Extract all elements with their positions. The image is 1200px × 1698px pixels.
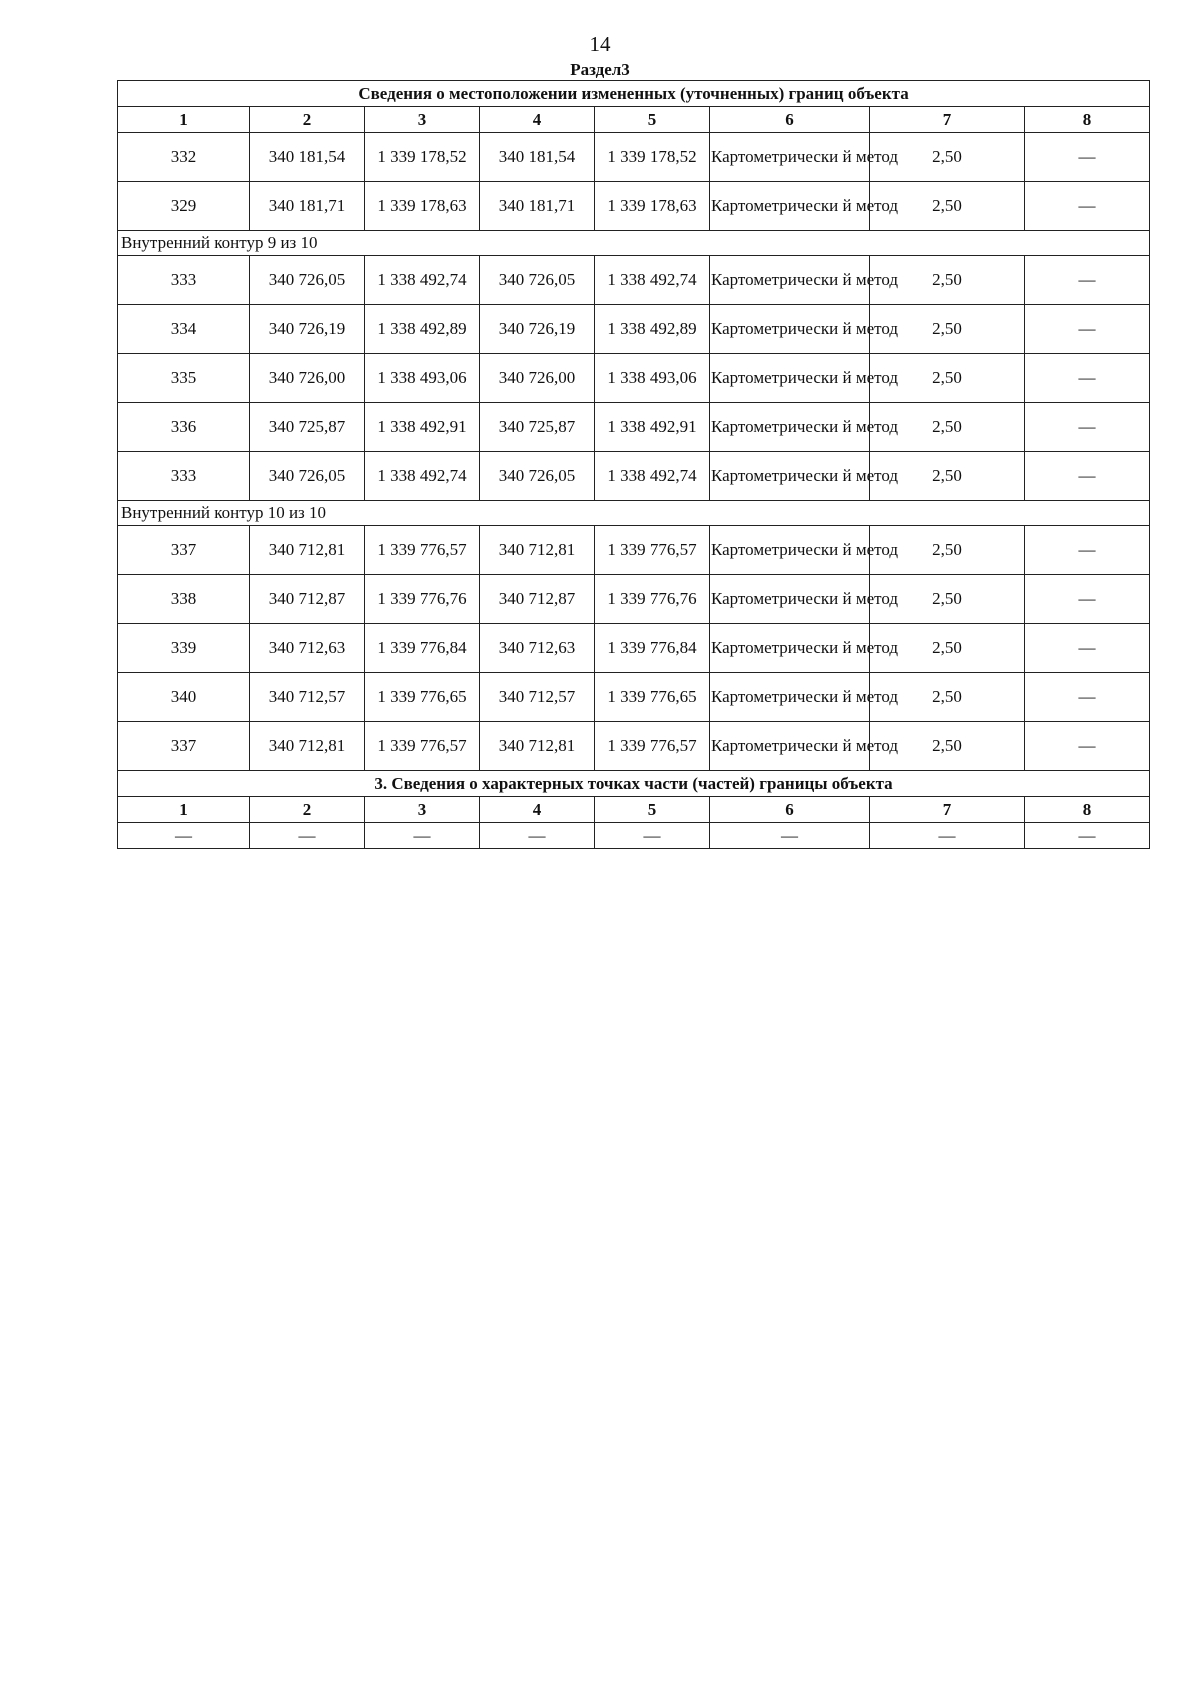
table-cell: 340 726,05 bbox=[250, 452, 365, 501]
table-cell: 340 726,05 bbox=[250, 256, 365, 305]
table-row bbox=[118, 673, 1150, 722]
table-cell: Картометрически й метод bbox=[710, 133, 870, 182]
table-cell: 340 181,71 bbox=[250, 182, 365, 231]
section-label: Раздел3 bbox=[570, 60, 630, 79]
table-cell: — bbox=[1025, 256, 1150, 305]
table-cell: — bbox=[118, 823, 250, 849]
table-cell: 1 339 178,63 bbox=[365, 182, 480, 231]
table-cell: 1 339 776,76 bbox=[595, 575, 710, 624]
table-cell: 1 338 492,74 bbox=[365, 452, 480, 501]
table-cell: — bbox=[1025, 575, 1150, 624]
table-cell: 340 726,05 bbox=[480, 256, 595, 305]
table-cell: — bbox=[710, 823, 870, 849]
table-cell: 1 339 776,57 bbox=[595, 722, 710, 771]
column-header: 7 bbox=[870, 107, 1025, 133]
table2-title-row bbox=[118, 771, 1150, 797]
table-row bbox=[118, 823, 1150, 849]
column-header: 8 bbox=[1025, 107, 1150, 133]
table-row bbox=[118, 722, 1150, 771]
table-cell: 340 bbox=[118, 673, 250, 722]
table-cell: 1 338 492,74 bbox=[365, 256, 480, 305]
header-row bbox=[118, 107, 1150, 133]
table-cell: 2,50 bbox=[870, 182, 1025, 231]
table-cell: 1 339 776,84 bbox=[595, 624, 710, 673]
table-cell: — bbox=[1025, 722, 1150, 771]
column-header: 5 bbox=[595, 107, 710, 133]
table-cell: Картометрически й метод bbox=[710, 624, 870, 673]
table-cell: 340 712,57 bbox=[480, 673, 595, 722]
table-cell: 340 712,81 bbox=[250, 526, 365, 575]
table-cell: 340 726,05 bbox=[480, 452, 595, 501]
table-cell: 1 339 776,65 bbox=[595, 673, 710, 722]
table-cell: 340 712,81 bbox=[480, 526, 595, 575]
table-cell: 340 712,81 bbox=[480, 722, 595, 771]
table-cell: 1 339 776,65 bbox=[365, 673, 480, 722]
table-cell: 1 339 776,57 bbox=[365, 526, 480, 575]
column-header: 1 bbox=[118, 107, 250, 133]
table-cell: 1 338 493,06 bbox=[595, 354, 710, 403]
table-cell: Картометрически й метод bbox=[710, 526, 870, 575]
table-cell: 1 339 178,52 bbox=[365, 133, 480, 182]
table-row bbox=[118, 354, 1150, 403]
table-cell: 340 725,87 bbox=[250, 403, 365, 452]
table-cell: — bbox=[1025, 354, 1150, 403]
table-cell: 337 bbox=[118, 722, 250, 771]
contour-label-row bbox=[118, 231, 1150, 256]
table-cell: 334 bbox=[118, 305, 250, 354]
table-cell: 1 338 492,89 bbox=[595, 305, 710, 354]
table-cell: 2,50 bbox=[870, 624, 1025, 673]
table-cell: 1 338 492,74 bbox=[595, 256, 710, 305]
table-cell: — bbox=[1025, 133, 1150, 182]
table-cell: — bbox=[1025, 526, 1150, 575]
table-cell: — bbox=[480, 823, 595, 849]
table-cell: 2,50 bbox=[870, 673, 1025, 722]
table-cell: — bbox=[1025, 305, 1150, 354]
table-cell: 340 712,63 bbox=[480, 624, 595, 673]
table-cell: 340 726,19 bbox=[250, 305, 365, 354]
column-header: 1 bbox=[118, 797, 250, 823]
table-cell: 337 bbox=[118, 526, 250, 575]
table-cell: 340 725,87 bbox=[480, 403, 595, 452]
table-cell: 2,50 bbox=[870, 526, 1025, 575]
table-cell: 1 338 493,06 bbox=[365, 354, 480, 403]
table-cell: Картометрически й метод bbox=[710, 182, 870, 231]
table-cell: 1 339 178,63 bbox=[595, 182, 710, 231]
table-row bbox=[118, 526, 1150, 575]
table-cell: — bbox=[1025, 673, 1150, 722]
column-header: 6 bbox=[710, 797, 870, 823]
table-cell: 2,50 bbox=[870, 305, 1025, 354]
table-cell: — bbox=[250, 823, 365, 849]
table-cell: Картометрически й метод bbox=[710, 575, 870, 624]
column-header: 7 bbox=[870, 797, 1025, 823]
table-cell: 339 bbox=[118, 624, 250, 673]
table-cell: Картометрически й метод bbox=[710, 305, 870, 354]
table-cell: Картометрически й метод bbox=[710, 354, 870, 403]
table-cell: 1 339 776,57 bbox=[595, 526, 710, 575]
table-row bbox=[118, 256, 1150, 305]
contour-label-row bbox=[118, 501, 1150, 526]
column-header: 2 bbox=[250, 107, 365, 133]
table-row bbox=[118, 624, 1150, 673]
table-cell: 340 181,54 bbox=[480, 133, 595, 182]
table2-header-row bbox=[118, 797, 1150, 823]
table-cell: 1 339 776,76 bbox=[365, 575, 480, 624]
table-cell: 1 338 492,91 bbox=[365, 403, 480, 452]
table-cell: 340 726,00 bbox=[250, 354, 365, 403]
table-cell: Картометрически й метод bbox=[710, 673, 870, 722]
contour-label: Внутренний контур 10 из 10 bbox=[118, 501, 1150, 526]
table-cell: 336 bbox=[118, 403, 250, 452]
table-cell: 340 712,87 bbox=[250, 575, 365, 624]
table-row bbox=[118, 452, 1150, 501]
table-cell: 340 726,19 bbox=[480, 305, 595, 354]
page-number: 14 bbox=[589, 32, 611, 56]
table-cell: Картометрически й метод bbox=[710, 256, 870, 305]
table-cell: 340 181,71 bbox=[480, 182, 595, 231]
column-header: 4 bbox=[480, 107, 595, 133]
column-header: 2 bbox=[250, 797, 365, 823]
table-row bbox=[118, 182, 1150, 231]
table-cell: — bbox=[1025, 624, 1150, 673]
table-cell: 329 bbox=[118, 182, 250, 231]
table-cell: 2,50 bbox=[870, 354, 1025, 403]
column-header: 3 bbox=[365, 797, 480, 823]
table-cell: 1 339 178,52 bbox=[595, 133, 710, 182]
table-title-row bbox=[118, 81, 1150, 107]
table-cell: 1 338 492,91 bbox=[595, 403, 710, 452]
column-header: 4 bbox=[480, 797, 595, 823]
table-cell: 1 338 492,74 bbox=[595, 452, 710, 501]
coordinates-table bbox=[117, 80, 1150, 849]
table-cell: 340 712,63 bbox=[250, 624, 365, 673]
table2-title: 3. Сведения о характерных точках части (частей) границы объекта bbox=[118, 771, 1150, 797]
table-cell: — bbox=[595, 823, 710, 849]
table-cell: 340 712,57 bbox=[250, 673, 365, 722]
table-cell: 340 712,87 bbox=[480, 575, 595, 624]
contour-label: Внутренний контур 9 из 10 bbox=[118, 231, 1150, 256]
table-cell: — bbox=[1025, 452, 1150, 501]
table-cell: 335 bbox=[118, 354, 250, 403]
column-header: 5 bbox=[595, 797, 710, 823]
table-cell: — bbox=[1025, 823, 1150, 849]
column-header: 8 bbox=[1025, 797, 1150, 823]
table-row bbox=[118, 403, 1150, 452]
table-cell: — bbox=[1025, 403, 1150, 452]
table-cell: Картометрически й метод bbox=[710, 403, 870, 452]
table-cell: 340 726,00 bbox=[480, 354, 595, 403]
table-cell: 2,50 bbox=[870, 256, 1025, 305]
table-cell: 340 712,81 bbox=[250, 722, 365, 771]
table-cell: 1 339 776,57 bbox=[365, 722, 480, 771]
table-cell: 332 bbox=[118, 133, 250, 182]
table-cell: — bbox=[1025, 182, 1150, 231]
table-cell: 2,50 bbox=[870, 403, 1025, 452]
table-cell: Картометрически й метод bbox=[710, 452, 870, 501]
table-cell: 2,50 bbox=[870, 452, 1025, 501]
table-cell: 2,50 bbox=[870, 722, 1025, 771]
table-cell: 333 bbox=[118, 452, 250, 501]
table-cell: — bbox=[365, 823, 480, 849]
table-cell: 333 bbox=[118, 256, 250, 305]
table-cell: 2,50 bbox=[870, 133, 1025, 182]
column-header: 3 bbox=[365, 107, 480, 133]
table-cell: Картометрически й метод bbox=[710, 722, 870, 771]
table-cell: 2,50 bbox=[870, 575, 1025, 624]
table-cell: 338 bbox=[118, 575, 250, 624]
table-row bbox=[118, 305, 1150, 354]
column-header: 6 bbox=[710, 107, 870, 133]
table-cell: 1 338 492,89 bbox=[365, 305, 480, 354]
table-title: Сведения о местоположении измененных (уточненных) границ объекта bbox=[118, 81, 1150, 107]
table-cell: 1 339 776,84 bbox=[365, 624, 480, 673]
table-row bbox=[118, 133, 1150, 182]
table-cell: 340 181,54 bbox=[250, 133, 365, 182]
table-row bbox=[118, 575, 1150, 624]
table-cell: — bbox=[870, 823, 1025, 849]
